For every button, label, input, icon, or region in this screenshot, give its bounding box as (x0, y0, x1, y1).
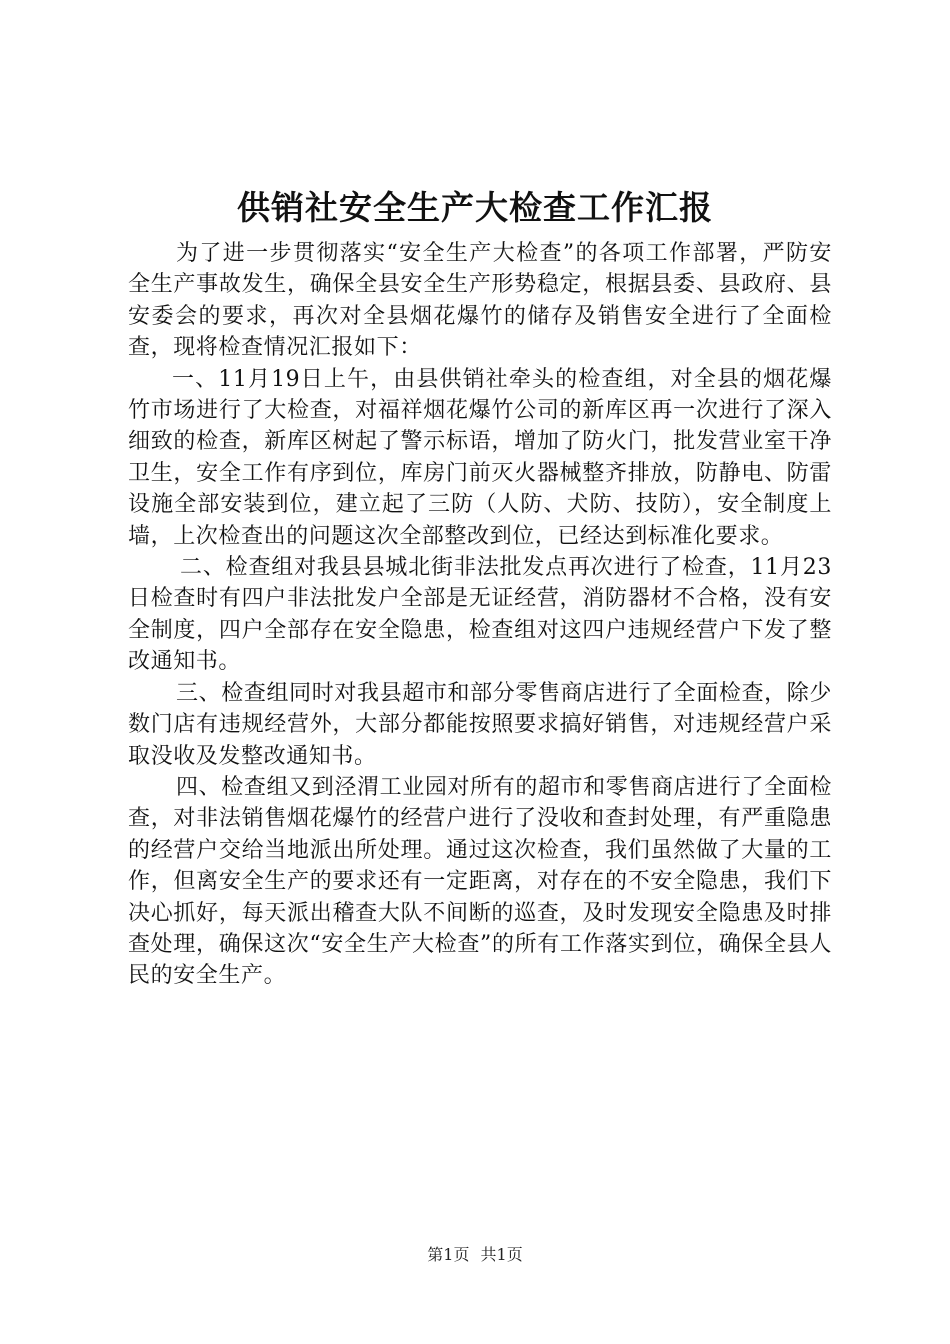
document-title: 供销社安全生产大检查工作汇报 (237, 188, 713, 227)
paragraph-intro: 为了进一步贯彻落实“安全生产大检查”的各项工作部署，严防安全生产事故发生，确保全县安全生产形势稳定，根据县委、县政府、县安委会的要求，再次对全县烟花爆竹的储存及销售安全进行了全面检查，现将检查情况汇报如下： (128, 241, 832, 361)
page-footer (0, 1245, 950, 1265)
paragraph-section-2: 二、检查组对我县县城北街非法批发点再次进行了检查，11月23日检查时有四户非法批发户全部是无证经营，消防器材不合格，没有安全制度，四户全部存在安全隐患，检查组对这四户违规经营户下发了整改通知书。 (128, 555, 832, 675)
paragraph-section-1: 一、11月19日上午，由县供销社牵头的检查组，对全县的烟花爆竹市场进行了大检查，对福祥烟花爆竹公司的新库区再一次进行了深入细致的检查，新库区树起了警示标语，增加了防火门，批发营业室干净卫生，安全工作有序到位，库房门前灭火器械整齐排放，防静电、防雷设施全部安装到位，建立起了三防（人防、犬防、技防），安全制度上墙，上次检查出的问题这次全部整改到位，已经达到标准化要求。 (128, 366, 832, 549)
page-number: 第1页 (427, 1245, 470, 1264)
document-body (128, 238, 832, 992)
page-total: 共1页 (480, 1245, 523, 1264)
paragraph-section-4: 四、检查组又到泾渭工业园对所有的超市和零售商店进行了全面检查，对非法销售烟花爆竹的经营户进行了没收和查封处理，有严重隐患的经营户交给当地派出所处理。通过这次检查，我们虽然做了大量的工作，但离安全生产的要求还有一定距离，对存在的不安全隐患，我们下决心抓好，每天派出稽查大队不间断的巡查，及时发现安全隐患及时排查处理，确保这次“安全生产大检查”的所有工作落实到位，确保全县人民的安全生产。 (128, 774, 832, 989)
paragraph-section-3: 三、检查组同时对我县超市和部分零售商店进行了全面检查，除少数门店有违规经营外，大部分都能按照要求搞好销售，对违规经营户采取没收及发整改通知书。 (128, 680, 832, 769)
